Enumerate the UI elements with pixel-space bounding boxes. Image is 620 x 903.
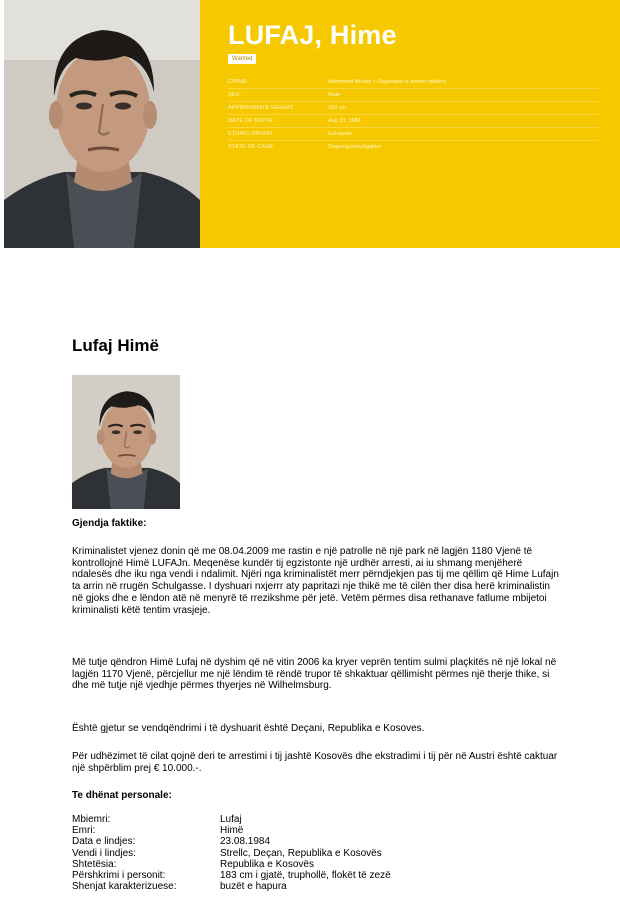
divider (228, 101, 598, 102)
facts-paragraph-1: Kriminalistet vjenez donin që me 08.04.2009 me rastin e një patrolle në një park në lagjën 1180 Vjenë të kontrollojnë Himë LUFAJn. Meqenëse kundër tij egzistonte një urdhër arresti, ai iu shmang menjëherë ndalesës dhe iku nga vendi i ndalimit. Njëri nga kriminalistët merr përndjekjen pas tij me qëllim që Hime Lufajn ta arrin në rrugën Schulgasse. I dyshuari nxjerrr aty papritazi nje thikë me të cilën ther disa herë kriminalistin në gjoks dhe e lëndon atë në menyrë të rrezikshme për jetë. Vetëm përmes disa rethanave fatlume mbijetoi kriminalisti këtë tentim vrasjeje. (72, 546, 559, 616)
document-title: Lufaj Himë (72, 336, 159, 355)
detail-label: APPROXIMATE HEIGHT: (228, 105, 295, 111)
detail-label: CRIME: (228, 79, 249, 85)
divider (228, 140, 598, 141)
personal-label: Shtetësia: (72, 858, 117, 870)
personal-data-heading: Te dhënat personale: (72, 790, 172, 801)
personal-value: Lufaj (220, 814, 242, 825)
facts-heading: Gjendja faktike: (72, 518, 147, 529)
detail-value: 183 cm (328, 105, 347, 111)
detail-value: European (328, 131, 352, 137)
personal-label: Mbiemri: (72, 814, 111, 825)
personal-label: Përshkrimi i personit: (72, 869, 166, 881)
suspect-photo-large (4, 0, 200, 248)
personal-label: Vendi i lindjes: (72, 847, 136, 859)
detail-value: Attempted Murder • Organised or armed robbery (328, 79, 447, 85)
portrait-illustration (4, 0, 200, 248)
detail-label: DATE OF BIRTH: (228, 118, 274, 124)
banner-info-panel (200, 0, 620, 248)
divider (228, 127, 598, 128)
personal-value: Strellc, Deçan, Republika e Kosovës (220, 847, 382, 859)
detail-label: SEX: (228, 92, 242, 98)
personal-value: 183 cm i gjatë, truphollë, flokët të zezë (220, 869, 391, 881)
detail-value: Male (328, 92, 340, 98)
reward-paragraph: Për udhëzimet të cilat qojnë deri te arrestimi i tij jashtë Kosovës dhe ekstradimi i tij për në Austri është caktuar një shpërblim prej € 10.000.-. (72, 751, 558, 774)
wanted-banner (4, 0, 620, 248)
personal-label: Emri: (72, 825, 96, 837)
detail-value: Ongoing investigation (328, 144, 381, 150)
detail-label: STATE OF CASE: (228, 144, 275, 150)
wanted-status-badge: Wanted (228, 54, 256, 64)
detail-label: ETHNIC ORIGIN: (228, 131, 274, 137)
suspect-photo-small (72, 375, 180, 509)
personal-label: Shenjat karakterizuese: (72, 881, 177, 893)
personal-label: Data e lindjes: (72, 836, 136, 848)
personal-value: Himë (220, 825, 244, 837)
detail-value: Aug 23, 1984 (328, 118, 361, 124)
personal-value: Republika e Kosovës (220, 858, 314, 870)
location-paragraph: Është gjetur se vendqëndrimi i të dyshuarit është Deçani, Republika e Kosoves. (72, 723, 425, 734)
facts-paragraph-2: Më tutje qëndron Himë Lufaj në dyshim që në vitin 2006 ka kryer veprën tentim sulmi plaçkitës në një lokal në lagjën 1170 Vjenë, përcjellur me një lëndim të rëndë trupor të shkaktuar qëllimisht përmes një therje thike, si dhe më tutje një vjedhje përmes thyerjes në Wilhelmsburg. (72, 657, 557, 692)
portrait-illustration (72, 375, 180, 509)
personal-value: buzët e hapura (220, 881, 287, 893)
personal-value: 23.08.1984 (220, 836, 271, 848)
divider (228, 114, 598, 115)
wanted-name-heading: LUFAJ, Hime (228, 20, 397, 50)
divider (228, 88, 598, 89)
